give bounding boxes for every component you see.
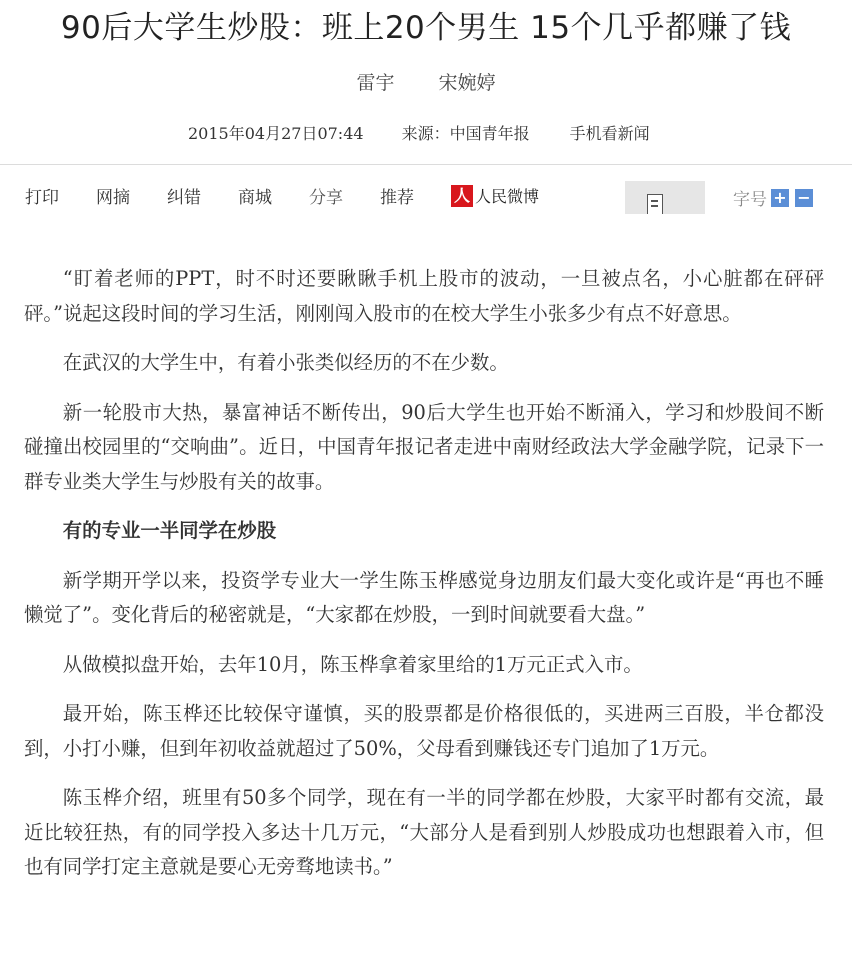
paragraph: 陈玉桦介绍，班里有50多个同学，现在有一半的同学都在炒股，大家平时都有交流，最近比较狂热，有的同学投入多达十几万元，“大部分人是看到别人炒股成功也想跟着入市，但也有同学打定主意就是要心无旁骛地读书。” [24, 786, 824, 878]
header-divider [0, 164, 852, 165]
recommend-button[interactable]: 推荐 [380, 188, 414, 208]
shop-button[interactable]: 商城 [238, 188, 272, 208]
font-size-label: 字号 [733, 190, 767, 210]
section-heading: 有的专业一半同学在炒股 [62, 519, 277, 542]
font-increase-button[interactable]: + [771, 189, 789, 207]
print-button[interactable]: 打印 [25, 188, 59, 208]
article-title: 90后大学生炒股：班上20个男生 15个几乎都赚了钱 [60, 10, 792, 46]
article-toolbar [25, 183, 539, 208]
font-decrease-button[interactable]: − [795, 189, 813, 207]
source-link[interactable]: 中国青年报 [449, 124, 530, 143]
weibo-share-button[interactable] [451, 184, 539, 207]
author-name[interactable]: 雷宇 [356, 72, 395, 94]
correct-button[interactable]: 纠错 [167, 188, 201, 208]
people-weibo-logo-icon: 人 [451, 185, 473, 207]
paragraph: 新一轮股市大热，暴富神话不断传出，90后大学生也开始不断涌入，学习和炒股间不断碰撞出校园里的“交响曲”。近日，中国青年报记者走进中南财经政法大学金融学院，记录下一群专业类大学生与炒股有关的故事。 [24, 400, 824, 493]
excerpt-button[interactable]: 网摘 [96, 188, 130, 208]
author-line [0, 68, 852, 95]
mobile-qr-button[interactable] [625, 181, 705, 214]
publish-date: 2015年04月27日07:44 [188, 124, 364, 143]
phone-icon [647, 194, 663, 214]
source-label: 来源： [401, 124, 450, 143]
paragraph: 最开始，陈玉桦还比较保守谨慎，买的股票都是价格很低的，买进两三百股，半仓都没到，小打小赚，但到年初收益就超过了50%，父母看到赚钱还专门追加了1万元。 [24, 702, 824, 760]
article-body [24, 262, 824, 900]
article-meta [188, 121, 650, 144]
author-name[interactable]: 宋婉婷 [438, 72, 496, 94]
paragraph: 在武汉的大学生中，有着小张类似经历的不在少数。 [62, 351, 509, 374]
weibo-label: 人民微博 [475, 187, 540, 206]
paragraph: 从做模拟盘开始，去年10月，陈玉桦拿着家里给的1万元正式入市。 [62, 652, 643, 676]
paragraph: “盯着老师的PPT，时不时还要瞅瞅手机上股市的波动，一旦被点名，小心脏都在砰砰砰。”说起这段时间的学习生活，刚刚闯入股市的在校大学生小张多少有点不好意思。 [24, 267, 824, 325]
share-button[interactable]: 分享 [309, 188, 343, 208]
mobile-news-link[interactable]: 手机看新闻 [569, 124, 650, 143]
paragraph: 新学期开学以来，投资学专业大一学生陈玉桦感觉身边朋友们最大变化或许是“再也不睡懒觉了”。变化背后的秘密就是，“大家都在炒股，一到时间就要看大盘。” [24, 568, 824, 626]
font-size-control [733, 185, 813, 210]
